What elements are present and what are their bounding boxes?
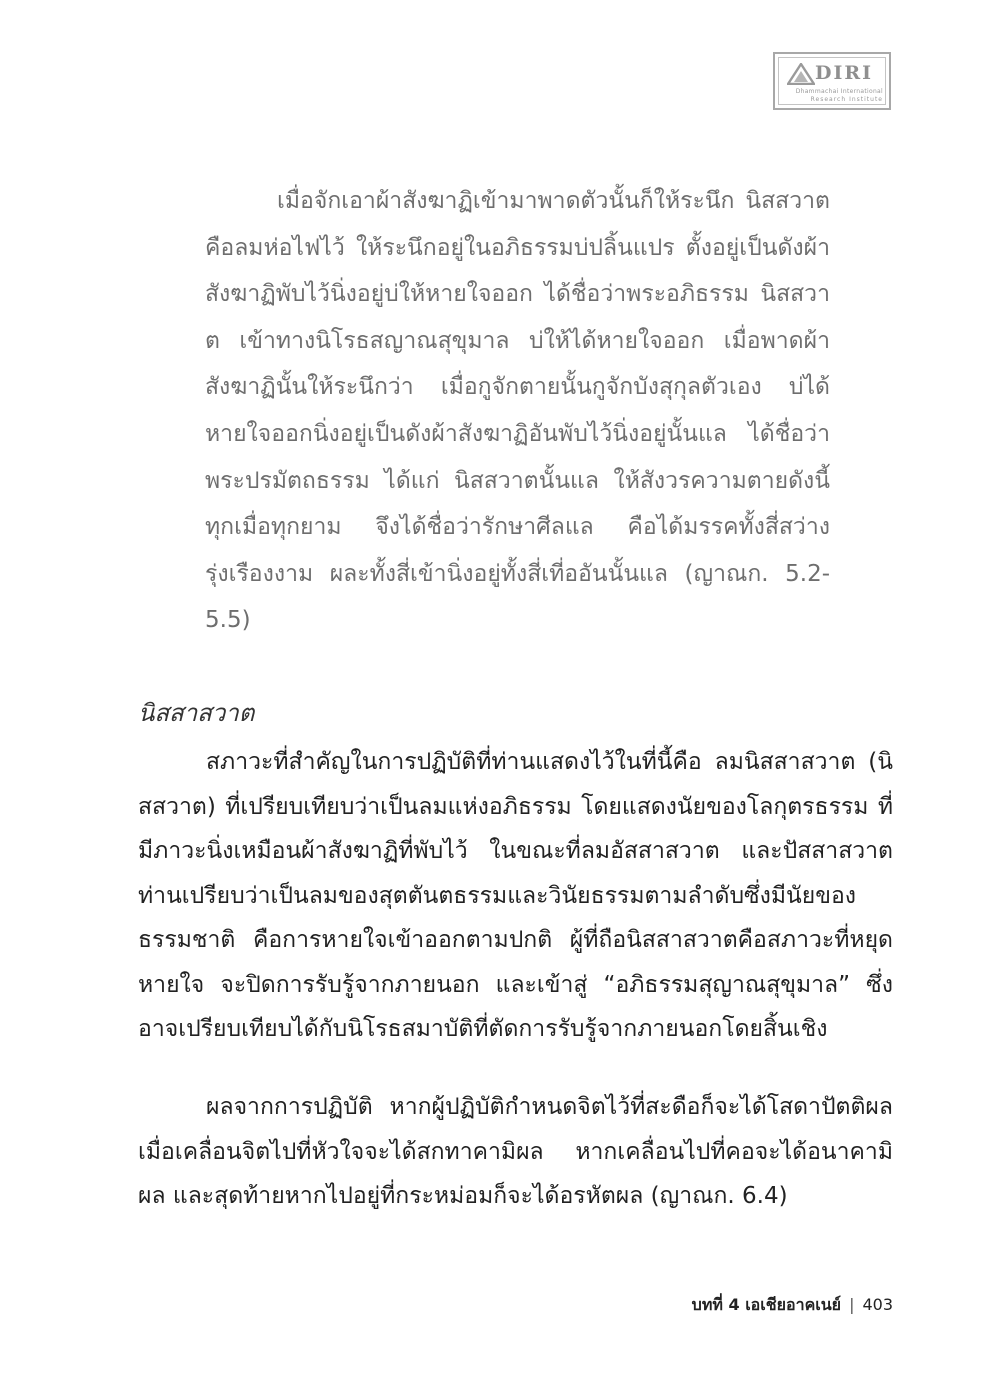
body-paragraph-1: สภาวะที่สำคัญในการปฏิบัติที่ท่านแสดงไว้ในที่นี้คือ ลมนิสสาสวาต (นิสสวาต) ที่เปรียบเทียบว่าเป็นลมแห่งอภิธรรม โดยแสดงนัยของโลกุตรธรรม ที่มีภาวะนิ่งเหมือนผ้าสังฆาฏิที่พับไว้ ในขณะที่ลมอัสสาสวาต และปัสสาสวาต ท่านเปรียบว่าเป็นลมของสุตตันตธรรมและวินัยธรรมตามลำดับซึ่งมีนัยของธรรมชาติ คือการหายใจเข้าออกตามปกติ ผู้ที่ถือนิสสาสวาตคือสภาวะที่หยุดหายใจ จะปิดการรับรู้จากภายนอก และเข้าสู่ “อภิธรรมสุญาณสุขุมาล” ซึ่งอาจเปรียบเทียบได้กับนิโรธสมาบัติที่ตัดการรับรู้จากภายนอกโดยสิ้นเชิง — [138, 749, 893, 1042]
logo-subtitle-line2: Research Institute — [810, 96, 883, 103]
triangle-logo-icon — [787, 63, 815, 85]
logo-subtitle-line1: Dhammachai International — [795, 88, 883, 95]
diri-logo — [773, 52, 891, 110]
block-quote: เมื่อจักเอาผ้าสังฆาฏิเข้ามาพาดตัวนั้นก็ให้ระนึก นิสสวาต คือลมห่อไฟไว้ ให้ระนึกอยู่ในอภิธรรมบ่ปลิ้นแปร ตั้งอยู่เป็นดังผ้าสังฆาฏิพับไว้นิ่งอยู่บ่ให้หายใจออก ได้ชื่อว่าพระอภิธรรม นิสสวาต เข้าทางนิโรธสญาณสุขุมาล บ่ให้ได้หายใจออก เมื่อพาดผ้าสังฆาฏินั้นให้ระนึกว่า เมื่อกูจักตายนั้นกูจักบังสุกุลตัวเอง บ่ได้หายใจออกนิ่งอยู่เป็นดังผ้าสังฆาฏิอันพับไว้นิ่งอยู่นั้นแล ได้ชื่อว่าพระปรมัตถธรรม ได้แก่ นิสสวาตนั้นแล ให้สังวรความตายดังนี้ทุกเมื่อทุกยาม จึงได้ชื่อว่ารักษาศีลแล คือได้มรรคทั้งสี่สว่างรุ่งเรืองงาม ผละทั้งสี่เข้านิ่งอยู่ทั้งสี่เที่ออันนั้นแล (ญาณก. 5.2-5.5) — [205, 188, 830, 634]
footer-separator: | — [849, 1295, 855, 1314]
chapter-title: บทที่ 4 เอเชียอาคเนย์ — [691, 1295, 842, 1314]
body-paragraph-2: ผลจากการปฏิบัติ หากผู้ปฏิบัติกำหนดจิตไว้ที่สะดือก็จะได้โสดาปัตติผล เมื่อเคลื่อนจิตไปที่หัวใจจะได้สกทาคามิผล หากเคลื่อนไปที่คอจะได้อนาคามิผล และสุดท้ายหากไปอยู่ที่กระหม่อมก็จะได้อรหัตผล (ญาณก. 6.4) — [138, 1094, 893, 1209]
section-heading: นิสสาสวาต — [138, 699, 255, 727]
page-number: 403 — [862, 1295, 893, 1314]
page-footer — [692, 1293, 893, 1318]
logo-name: DIRI — [815, 62, 874, 84]
